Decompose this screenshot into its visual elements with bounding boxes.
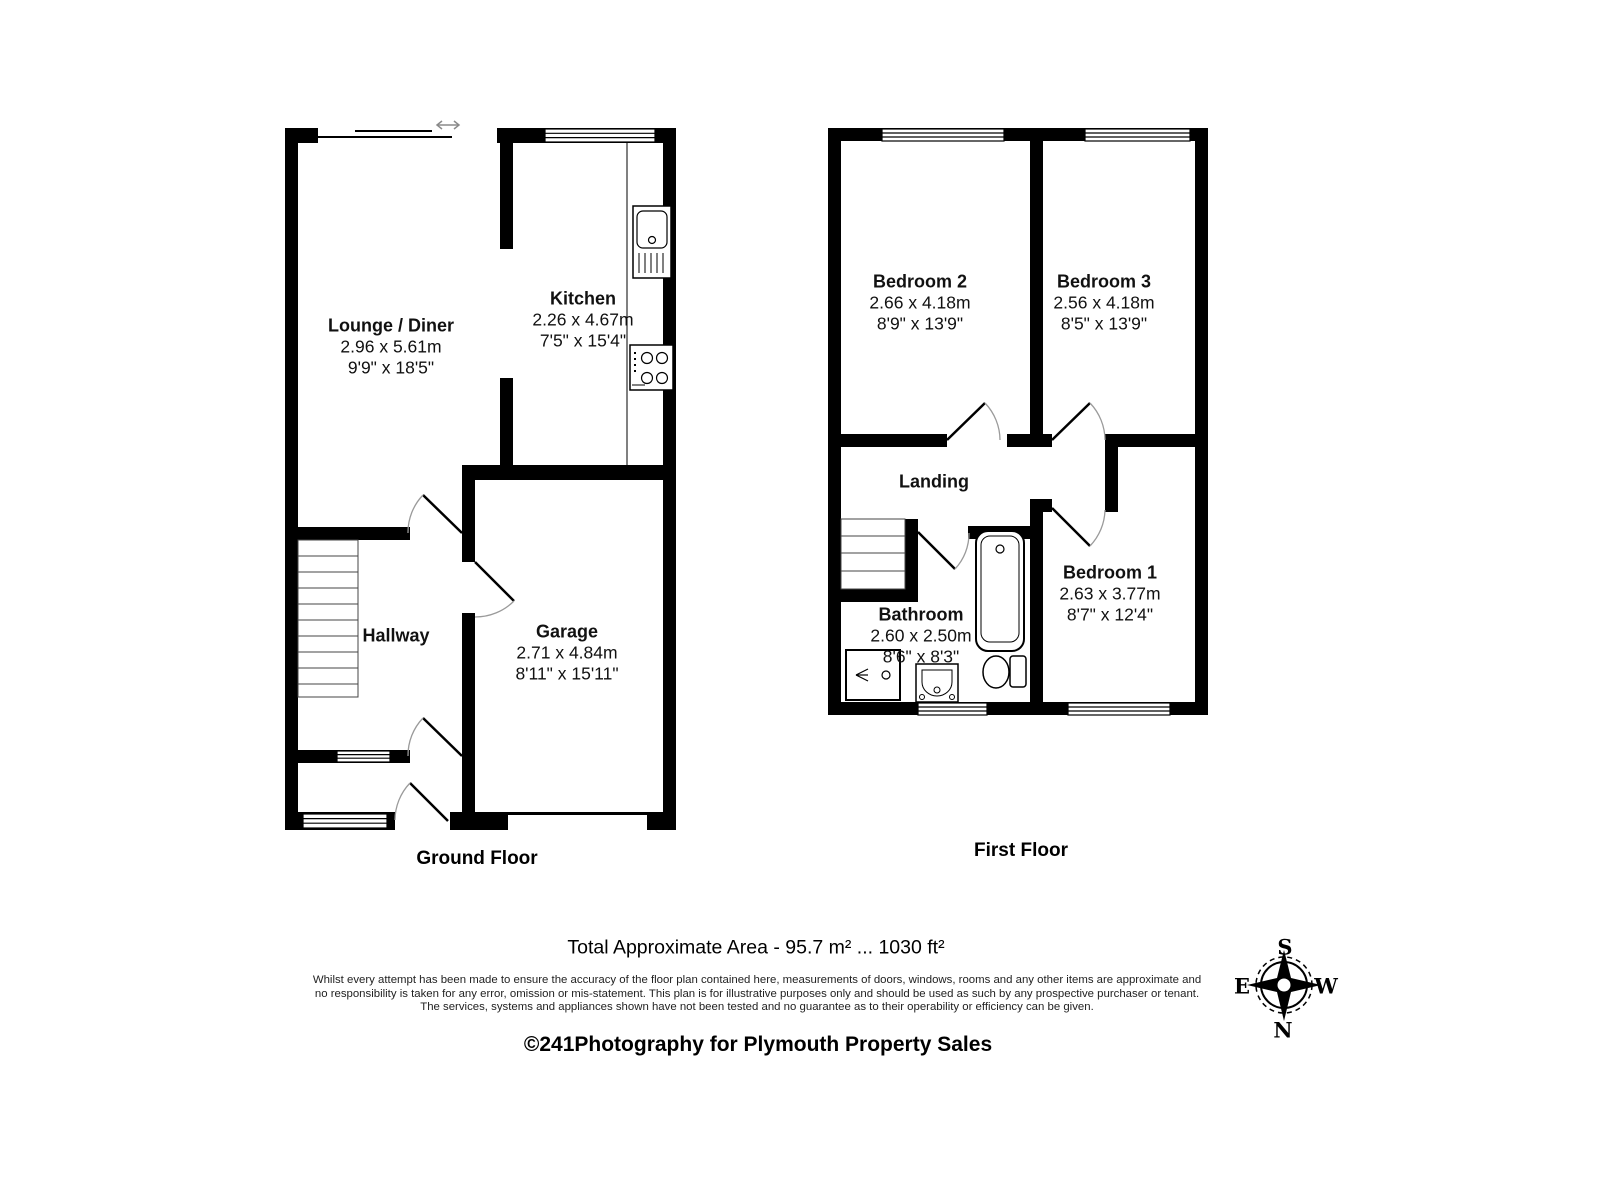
landing-label: Landing <box>899 471 969 492</box>
bedroom2-door <box>947 403 1000 440</box>
garage-label: Garage 2.71 x 4.84m 8'11" x 15'11" <box>515 621 619 684</box>
lounge-hallway-door <box>408 495 462 533</box>
compass-north-label: N <box>1273 1017 1293 1043</box>
disclaimer-line-3: The services, systems and appliances shown have not been tested and no guarantee as to their operability or efficiency can be given. <box>420 1000 1094 1013</box>
kitchen-hob <box>630 345 673 390</box>
kitchen-sink <box>633 206 671 278</box>
lounge-label: Lounge / Diner 2.96 x 5.61m 9'9" x 18'5" <box>328 315 454 378</box>
staircase-first <box>841 519 905 589</box>
bedroom1-door <box>1052 508 1105 546</box>
hallway-label: Hallway <box>362 625 430 646</box>
kitchen-window <box>545 129 655 142</box>
compass-west-label: W <box>1314 973 1338 999</box>
compass-rose-icon <box>1247 950 1321 1021</box>
porch-window <box>337 751 390 762</box>
front-window <box>303 814 387 828</box>
bedroom1-window <box>1068 703 1170 715</box>
sliding-door <box>318 131 452 137</box>
porch-hallway-door <box>408 718 462 756</box>
bedroom3-door <box>1052 403 1105 440</box>
compass-east-label: E <box>1233 973 1251 999</box>
hallway-garage-door <box>475 562 514 617</box>
ground-floor-plan <box>285 121 676 830</box>
bathroom-label: Bathroom 2.60 x 2.50m 8'6" x 8'3" <box>870 604 972 667</box>
staircase-ground <box>298 540 358 697</box>
copyright-text: ©241Photography for Plymouth Property Sales <box>523 1033 993 1056</box>
bathroom-window <box>918 703 987 715</box>
ground-floor-doors <box>395 495 514 821</box>
compass-south-label: S <box>1277 934 1293 960</box>
total-area-text: Total Approximate Area - 95.7 m² ... 1030 ft² <box>567 936 945 959</box>
bathtub <box>976 531 1024 651</box>
front-door <box>395 783 448 821</box>
bedroom2-label: Bedroom 2 2.66 x 4.18m 8'9" x 13'9" <box>869 271 971 334</box>
kitchen-label: Kitchen 2.26 x 4.67m 7'5" x 15'4" <box>532 288 634 351</box>
disclaimer-line-1: Whilst every attempt has been made to ensure the accuracy of the floor plan contained here, measurements of doors, windows, rooms and any other items are approximate and <box>312 973 1202 986</box>
bathroom-sink <box>916 664 958 702</box>
ground-floor-title: Ground Floor <box>416 848 538 869</box>
toilet <box>983 656 1026 688</box>
sliding-door-arrow-icon <box>437 121 459 129</box>
bathroom-door <box>918 532 969 569</box>
ground-floor-walls <box>285 128 676 830</box>
disclaimer-line-2: no responsibility is taken for any error, omission or mis-statement. This plan is for illustrative purposes only and should be used as such by any prospective purchaser or tenant. <box>314 987 1200 1000</box>
bedroom3-window <box>1085 129 1190 141</box>
bedroom2-window <box>882 129 1004 141</box>
bedroom1-label: Bedroom 1 2.63 x 3.77m 8'7" x 12'4" <box>1059 562 1161 625</box>
first-floor-title: First Floor <box>974 840 1068 861</box>
disclaimer-text <box>313 974 1201 1015</box>
bedroom3-label: Bedroom 3 2.56 x 4.18m 8'5" x 13'9" <box>1053 271 1155 334</box>
